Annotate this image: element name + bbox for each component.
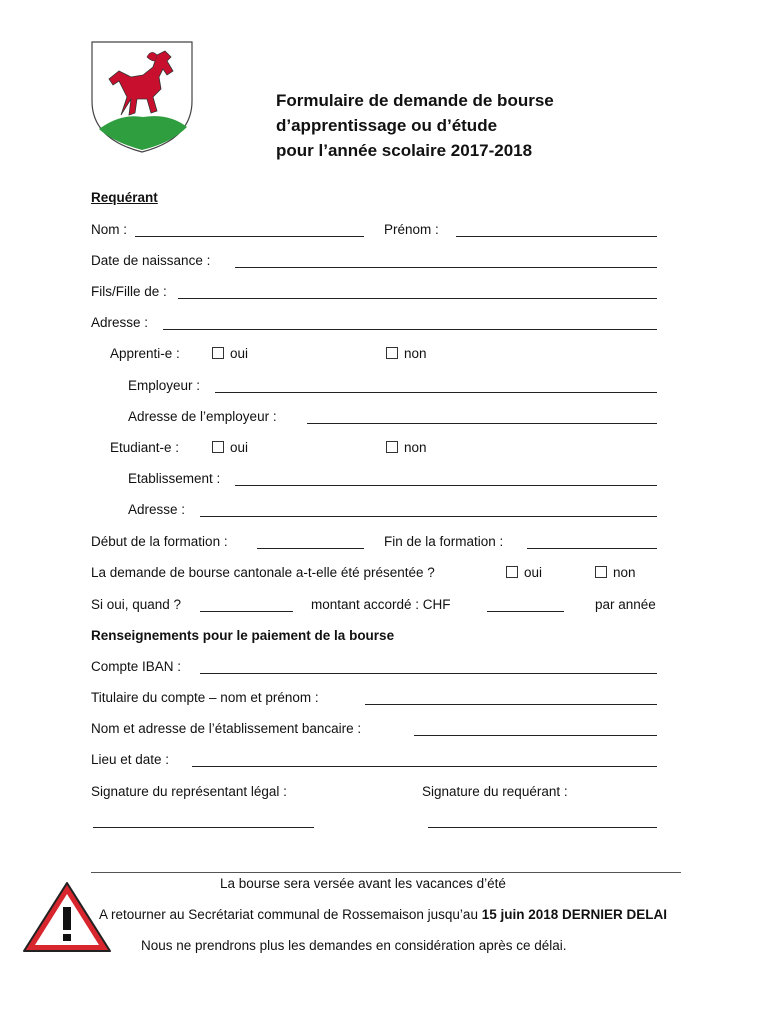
etudiant-non-option[interactable]: non — [386, 440, 427, 455]
adresse-label: Adresse : — [91, 315, 149, 330]
adresse-etablissement-label: Adresse : — [128, 502, 186, 517]
prenom-field[interactable] — [456, 236, 657, 237]
employeur-field[interactable] — [215, 392, 657, 393]
etablissement-field[interactable] — [235, 485, 657, 486]
footer-line-2: A retourner au Secrétariat communal de Rossemaison jusqu’au 15 juin 2018 DERNIER DELAI — [99, 907, 668, 922]
si-oui-quand-field[interactable] — [200, 611, 293, 612]
etudiant-label: Etudiant-e : — [110, 440, 180, 455]
section-heading-paiement: Renseignements pour le paiement de la bourse — [91, 628, 395, 643]
etudiant-non-checkbox[interactable] — [386, 441, 398, 453]
iban-label: Compte IBAN : — [91, 659, 182, 674]
par-annee-label: par année — [595, 597, 656, 612]
title-line-2: d’apprentissage ou d’étude — [276, 116, 498, 135]
lieu-date-label: Lieu et date : — [91, 752, 170, 767]
nom-label: Nom : — [91, 222, 128, 237]
montant-label: montant accordé : CHF — [311, 597, 451, 612]
cantonale-oui-checkbox[interactable] — [506, 566, 518, 578]
iban-field[interactable] — [200, 673, 657, 674]
adresse-etablissement-field[interactable] — [200, 516, 657, 517]
date-naissance-field[interactable] — [235, 267, 657, 268]
fin-formation-field[interactable] — [527, 548, 657, 549]
coat-of-arms-icon — [91, 41, 193, 153]
apprenti-oui-option[interactable]: oui — [212, 346, 248, 361]
debut-formation-label: Début de la formation : — [91, 534, 228, 549]
section-heading-requerant: Requérant — [91, 190, 158, 205]
apprenti-oui-checkbox[interactable] — [212, 347, 224, 359]
apprenti-label: Apprenti-e : — [110, 346, 180, 361]
footer-line-3: Nous ne prendrons plus les demandes en considération après ce délai. — [141, 938, 567, 953]
date-naissance-label: Date de naissance : — [91, 253, 211, 268]
prenom-label: Prénom : — [384, 222, 439, 237]
signature-requerant-field[interactable] — [428, 827, 657, 828]
demande-cantonale-label: La demande de bourse cantonale a-t-elle été présentée ? — [91, 565, 435, 580]
debut-formation-field[interactable] — [257, 548, 364, 549]
adresse-field[interactable] — [163, 329, 657, 330]
etudiant-oui-option[interactable]: oui — [212, 440, 248, 455]
footer-line-1: La bourse sera versée avant les vacances d’été — [220, 876, 506, 891]
banque-field[interactable] — [414, 735, 657, 736]
adresse-employeur-label: Adresse de l’employeur : — [128, 409, 277, 424]
titulaire-label: Titulaire du compte – nom et prénom : — [91, 690, 319, 705]
fin-formation-label: Fin de la formation : — [384, 534, 504, 549]
nom-field[interactable] — [135, 236, 364, 237]
banque-label: Nom et adresse de l’établissement bancaire : — [91, 721, 362, 736]
footer-divider — [91, 872, 681, 873]
fils-fille-label: Fils/Fille de : — [91, 284, 167, 299]
etablissement-label: Etablissement : — [128, 471, 221, 486]
etudiant-oui-checkbox[interactable] — [212, 441, 224, 453]
deadline-text: 15 juin 2018 DERNIER DELAI — [481, 907, 668, 922]
lieu-date-field[interactable] — [192, 766, 657, 767]
cantonale-oui-option[interactable]: oui — [506, 565, 542, 580]
signature-requerant-label: Signature du requérant : — [422, 784, 568, 799]
si-oui-quand-label: Si oui, quand ? — [91, 597, 182, 612]
adresse-employeur-field[interactable] — [307, 423, 657, 424]
cantonale-non-checkbox[interactable] — [595, 566, 607, 578]
form-title — [276, 88, 554, 163]
employeur-label: Employeur : — [128, 378, 201, 393]
title-line-3: pour l’année scolaire 2017-2018 — [276, 141, 533, 160]
signature-representant-label: Signature du représentant légal : — [91, 784, 287, 799]
signature-representant-field[interactable] — [93, 827, 314, 828]
title-line-1: Formulaire de demande de bourse — [276, 91, 554, 110]
titulaire-field[interactable] — [365, 704, 657, 705]
apprenti-non-checkbox[interactable] — [386, 347, 398, 359]
cantonale-non-option[interactable]: non — [595, 565, 636, 580]
fils-fille-field[interactable] — [178, 298, 657, 299]
apprenti-non-option[interactable]: non — [386, 346, 427, 361]
montant-field[interactable] — [487, 611, 564, 612]
